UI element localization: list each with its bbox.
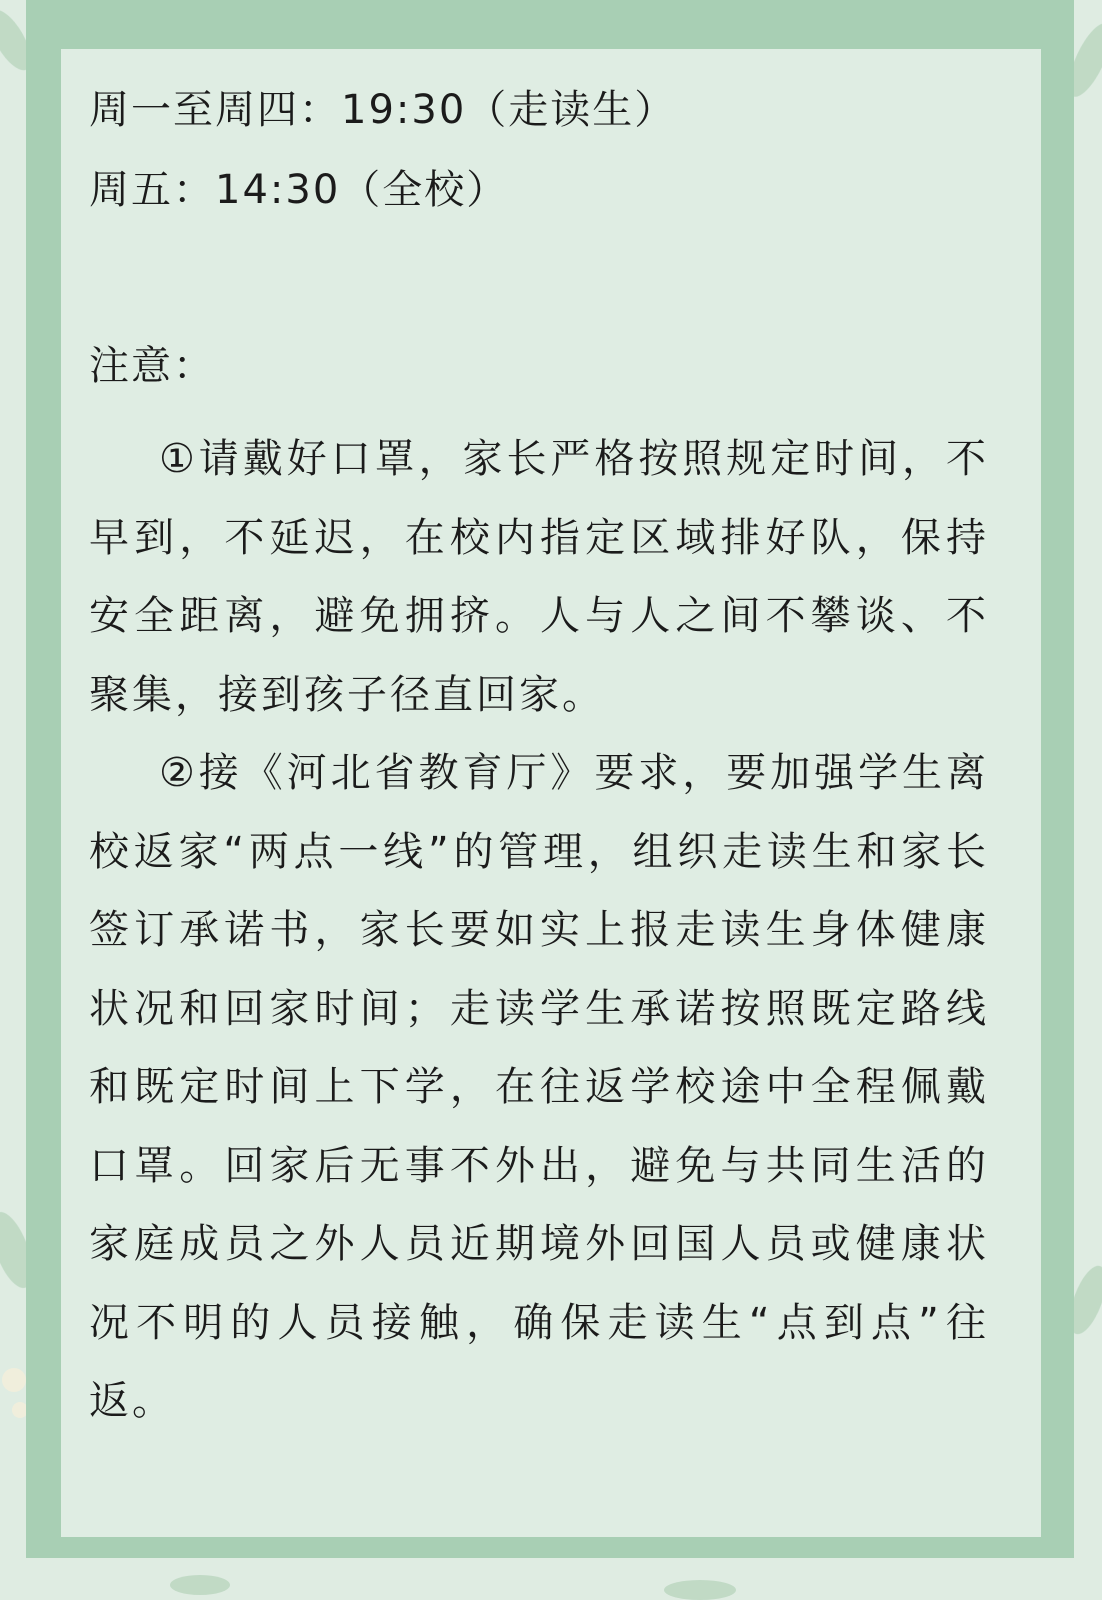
notice-item-1: ①请戴好口罩，家长严格按照规定时间，不早到，不延迟，在校内指定区域排好队，保持安全距离，避免拥挤。人与人之间不攀谈、不聚集，接到孩子径直回家。 bbox=[89, 436, 989, 718]
notice-content bbox=[89, 84, 989, 1441]
schedule-weekdays: 周一至周四：19:30（走读生） bbox=[89, 87, 677, 133]
notice-title: 注意： bbox=[89, 343, 215, 389]
schedule-friday: 周五：14:30（全校） bbox=[89, 167, 509, 213]
spacer bbox=[89, 244, 989, 340]
notice-item-2: ②接《河北省教育厅》要求，要加强学生离校返家“两点一线”的管理，组织走读生和家长签订承诺书，家长要如实上报走读生身体健康状况和回家时间；走读学生承诺按照既定路线和既定时间上下学，在往返学校途中全程佩戴口罩。回家后无事不外出，避免与共同生活的家庭成员之外人员近期境外回国人员或健康状况不明的人员接触，确保走读生“点到点”往返。 bbox=[89, 750, 989, 1424]
